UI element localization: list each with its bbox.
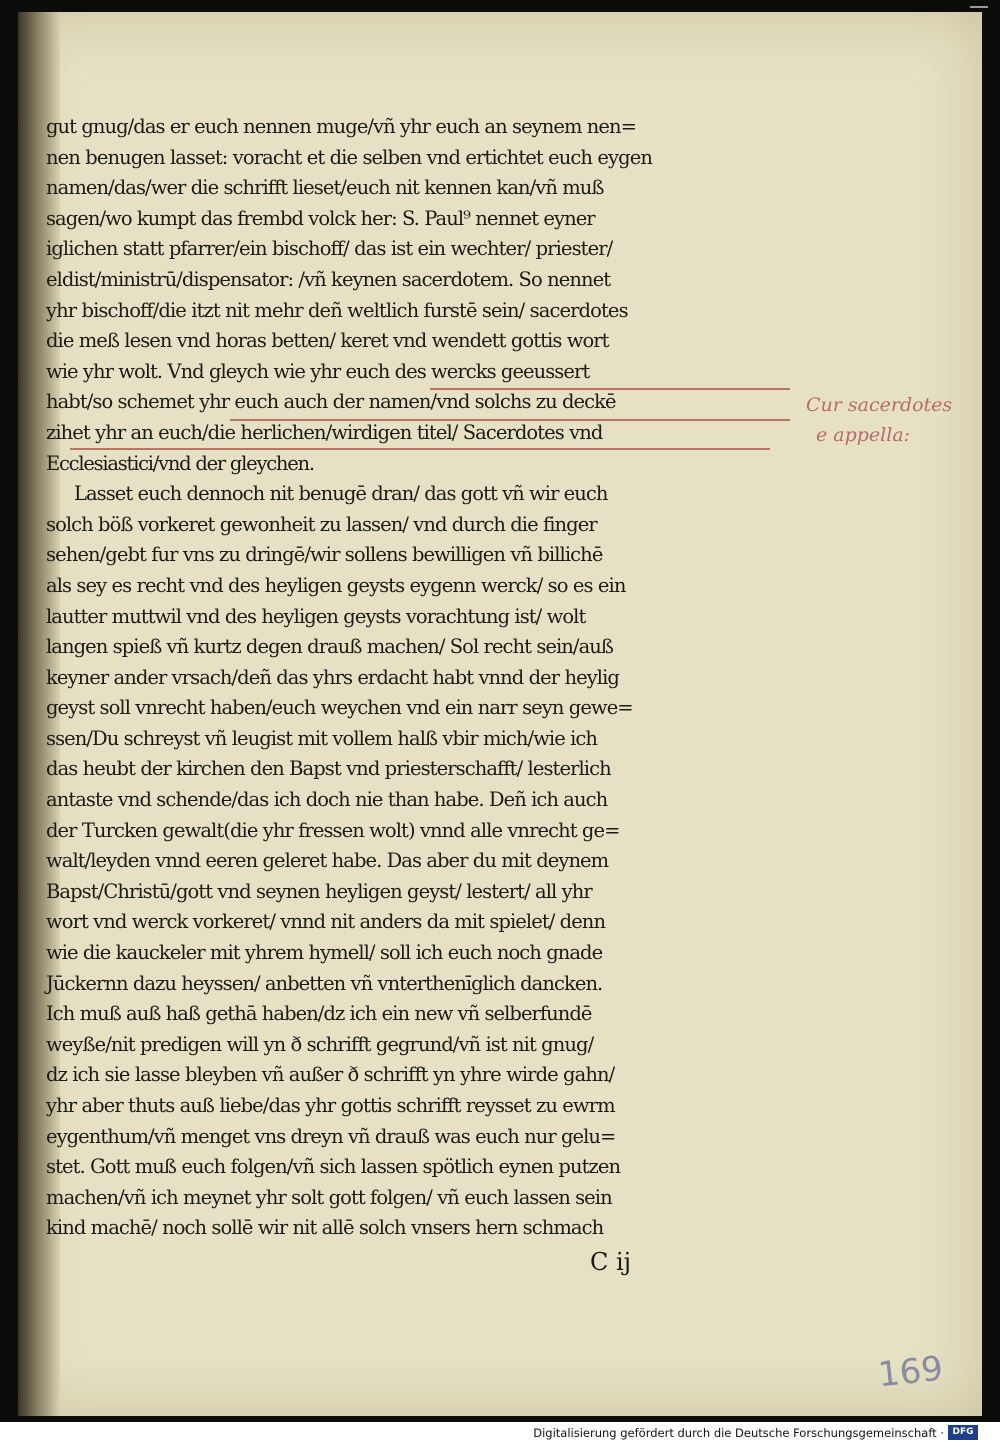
text-line: geyst soll vnrecht haben/euch weychen vnd ein narr seyn gewe=	[46, 696, 633, 720]
text-line: antaste vnd schende/das ich doch nie than habe. Deñ ich auch	[46, 788, 608, 812]
text-line: namen/das/wer die schrifft lieset/euch nit kennen kan/vñ muß	[46, 176, 604, 200]
handwritten-page-number: 169	[876, 1348, 945, 1396]
text-line: stet. Gott muß euch folgen/vñ sich lassen spötlich eynen putzen	[46, 1155, 621, 1179]
text-line: Jūckernn dazu heyssen/ anbetten vñ vnterthenīglich dancken.	[46, 971, 603, 995]
scan-edge-mark	[970, 6, 988, 8]
text-line: wort vnd werck vorkeret/ vnnd nit anders da mit spielet/ denn	[46, 910, 606, 934]
text-line: yhr bischoff/die itzt nit mehr deñ weltlich furstē sein/ sacerdotes	[46, 298, 628, 322]
text-line: habt/so schemet yhr euch auch der namen/vnd solchs zu deckē	[46, 390, 616, 414]
text-line: yhr aber thuts auß liebe/das yhr gottis schrifft reysset zu ewrm	[46, 1094, 615, 1117]
text-line: Ecclesiastici/vnd der gleychen.	[46, 451, 314, 475]
text-line: weyße/nit predigen will yn ð schrifft gegrund/vñ ist nit gnug/	[46, 1032, 594, 1056]
footer-credit: Digitalisierung gefördert durch die Deutsche Forschungsgemeinschaft ·	[533, 1426, 944, 1440]
text-line: sehen/gebt fur vns zu dringē/wir sollens bewilligen vñ billichē	[46, 543, 603, 567]
text-line: wie die kauckeler mit yhrem hymell/ soll ich euch noch gnade	[46, 941, 603, 965]
text-line: walt/leyden vnnd eeren geleret habe. Das aber du mit deynem	[46, 849, 609, 873]
text-line: gut gnug/das er euch nennen muge/vñ yhr euch an seynem nen=	[46, 115, 637, 138]
red-underline-2	[230, 419, 790, 421]
text-line: dz ich sie lasse bleyben vñ außer ð schrifft yn yhre wirde gahn/	[46, 1063, 615, 1087]
text-line: Bapst/Christū/gott vnd seynen heyligen geyst/ lestert/ all yhr	[46, 879, 592, 903]
red-underline-3	[70, 448, 770, 450]
text-line: solch böß vorkeret gewonheit zu lassen/ vnd durch die finger	[46, 512, 597, 536]
text-line: Ich muß auß haß gethā haben/dz ich ein new vñ selberfundē	[46, 1002, 592, 1026]
text-line: zihet yhr an euch/die herlichen/wirdigen titel/ Sacerdotes vnd	[46, 420, 603, 444]
text-line: die meß lesen vnd horas betten/ keret vnd wendett gottis wort	[46, 329, 609, 353]
main-text-block	[46, 112, 806, 1244]
text-line: nen benugen lasset: voracht et die selben vnd ertichtet euch eygen	[46, 145, 653, 169]
text-line: sagen/wo kumpt das frembd volck her: S. Paul⁹ nennet eyner	[46, 206, 595, 230]
text-line: ssen/Du schreyst vñ leugist mit vollem halß vbir mich/wie ich	[46, 726, 598, 750]
text-line: der Turcken gewalt(die yhr fressen wolt) vnnd alle vnrecht ge=	[46, 818, 620, 842]
text-line: als sey es recht vnd des heyligen geysts eygenn werck/ so es ein	[46, 573, 626, 597]
text-line: Lasset euch dennoch nit benugē dran/ das gott vñ wir euch	[74, 482, 608, 506]
text-line: langen spieß vñ kurtz degen drauß machen/ Sol recht sein/auß	[46, 635, 613, 659]
marginal-note-line-1: Cur sacerdotes	[806, 394, 953, 416]
text-line: iglichen statt pfarrer/ein bischoff/ das ist ein wechter/ priester/	[46, 237, 613, 261]
text-line: eygenthum/vñ menget vns dreyn vñ drauß was euch nur gelu=	[46, 1124, 616, 1148]
text-line: wie yhr wolt. Vnd gleych wie yhr euch des wercks geeussert	[46, 359, 590, 383]
text-line: kind machē/ noch sollē wir nit allē solch vnsers hern schmach	[46, 1216, 604, 1240]
text-line: keyner ander vrsach/deñ das yhrs erdacht habt vnnd der heylig	[46, 665, 619, 689]
footer-bar	[0, 1422, 1000, 1444]
text-line: lautter muttwil vnd des heyligen geysts vorachtung ist/ wolt	[46, 604, 586, 628]
text-line: machen/vñ ich meynet yhr solt gott folgen/ vñ euch lassen sein	[46, 1185, 612, 1209]
signature-mark: C ij	[590, 1248, 632, 1276]
marginal-note-line-2: e appella:	[816, 424, 911, 446]
text-line: das heubt der kirchen den Bapst vnd priesterschafft/ lesterlich	[46, 757, 611, 781]
dfg-logo-icon: DFG	[948, 1425, 978, 1440]
red-underline-1	[430, 388, 790, 390]
marginal-note	[806, 390, 976, 450]
text-line: eldist/ministrū/dispensator: /vñ keynen sacerdotem. So nennet	[46, 267, 611, 291]
